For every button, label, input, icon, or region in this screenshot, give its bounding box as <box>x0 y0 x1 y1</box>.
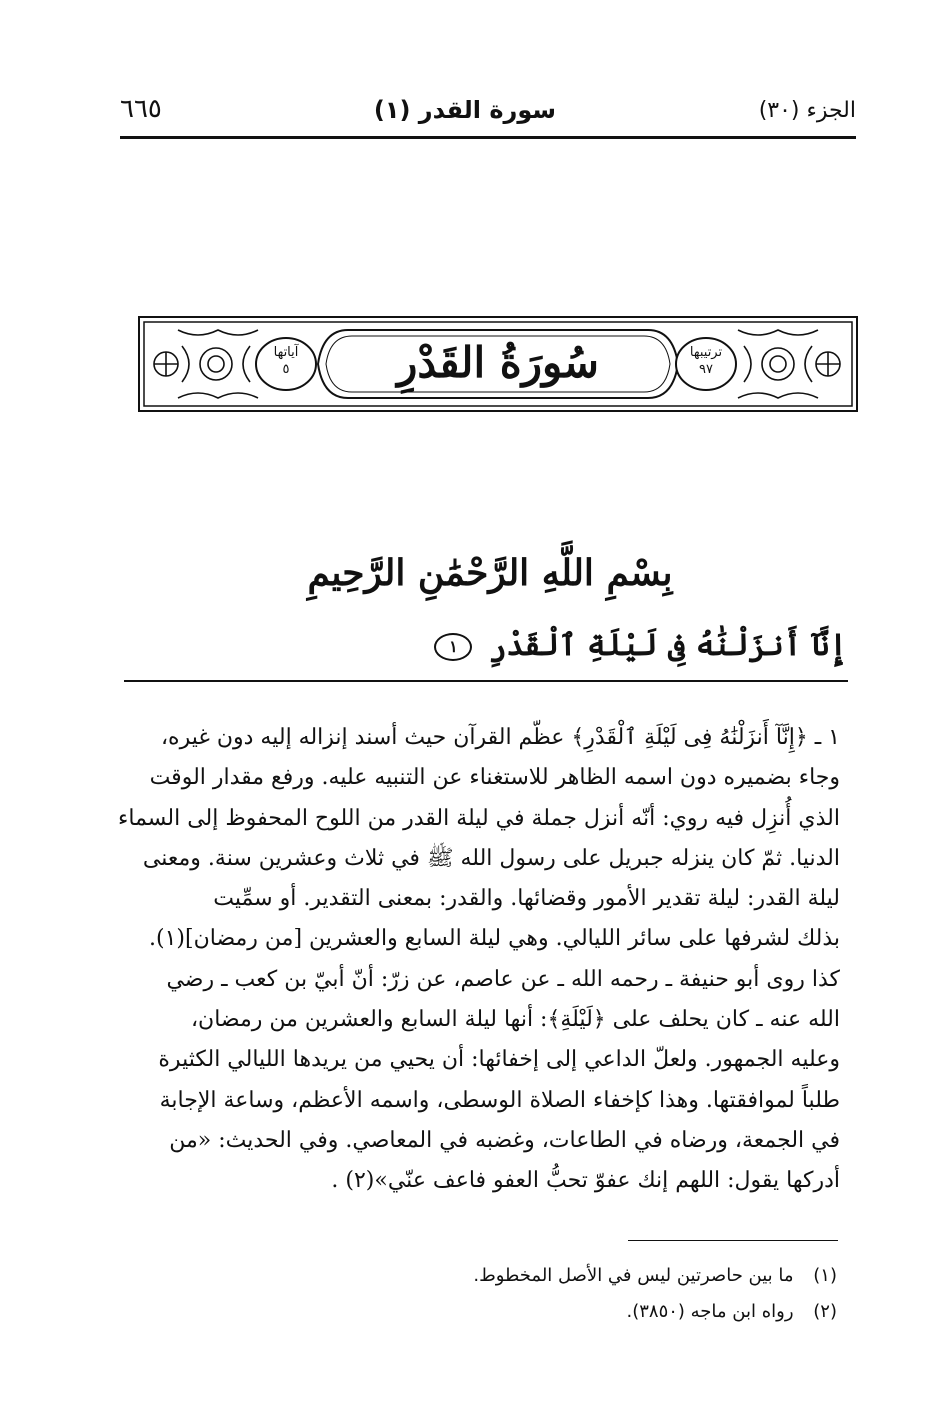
order-value: ٩٧ <box>699 362 713 377</box>
footnote-number: (٢) <box>813 1301 837 1322</box>
footnote-number: (١) <box>813 1265 837 1286</box>
text-line: ليلة القدر: ليلة تقدير الأمور وقضائها. والقدر: بمعنى التقدير. أو سمِّيت <box>213 886 840 912</box>
footnote-rule <box>628 1240 838 1241</box>
verses-value: ٥ <box>282 362 290 377</box>
verses-label: آياتها <box>273 345 299 360</box>
text-line: كذا روى أبو حنيفة ـ رحمه الله ـ عن عاصم، عن زرّ: أنّ أبيّ بن كعب ـ رضي <box>166 966 840 992</box>
surah-header-title: سورة القدر (١) <box>373 96 556 124</box>
text-line: الدنيا. ثمّ كان ينزله جبريل على رسول الله ﷺ في ثلاث وعشرين سنة. ومعنى <box>142 845 840 871</box>
surah-title: سُورَةُ القَدْرِ <box>397 338 599 387</box>
text-line: ١ ـ ﴿إِنَّآ أَنزَلْنَٰهُ فِى لَيْلَةِ ٱلْقَدْرِ﴾ عظّم القرآن حيث أسند إنزاله إليه دون غيره، <box>160 725 840 750</box>
text-line: الذي أُنزِل فيه روي: أنّه أنزل جملة في ليلة القدر من اللوح المحفوظ إلى السماء <box>118 805 840 831</box>
text-line: في الجمعة، ورضاه في الطاعات، وغضبه في المعاصي. وفي الحديث: «من <box>169 1127 840 1153</box>
verse-text: إِنَّآ أَنزَلْنَٰهُ فِى لَيْلَةِ ٱلْقَدْرِ <box>488 628 847 663</box>
footnote-item <box>137 1258 837 1294</box>
footnotes <box>137 1258 837 1330</box>
footnote-text: رواه ابن ماجه (٣٨٥٠). <box>626 1301 794 1322</box>
text-line: الله عنه ـ كان يحلف على ﴿لَيْلَةِ﴾: أنها ليلة السابع والعشرين من رمضان، <box>190 1007 840 1033</box>
page-number: ٦٦٥ <box>120 94 162 124</box>
verses-medallion <box>254 344 318 378</box>
text-line: أدركها يقول: اللهم إنك عفوّ تحبُّ العفو فاعف عنّي»(٢) . <box>331 1168 840 1194</box>
verse-number-marker: ١ <box>434 633 472 661</box>
text-line: طلباً لموافقتها. وهذا كإخفاء الصلاة الوسطى، واسمه الأعظم، وساعة الإجابة <box>159 1087 840 1113</box>
header-rule <box>120 136 856 139</box>
verse-rule <box>124 680 848 682</box>
text-line: وجاء بضميره دون اسمه الظاهر للاستغناء عن التنبيه عليه. ورفع مقدار الوقت <box>149 765 840 791</box>
order-label: ترتيبها <box>689 345 723 360</box>
order-medallion <box>674 344 738 378</box>
footnote-text: ما بين حاصرتين ليس في الأصل المخطوط. <box>473 1265 794 1286</box>
part-label: الجزء (٣٠) <box>758 98 856 123</box>
footnote-item <box>137 1294 837 1330</box>
basmala: بِسْمِ اللَّهِ الرَّحْمَٰنِ الرَّحِيمِ <box>307 552 673 594</box>
commentary-text <box>120 718 840 1202</box>
running-header <box>120 88 856 128</box>
text-line: وعليه الجمهور. ولعلّ الداعي إلى إخفائها: أن يحيي من يريدها الليالي الكثيرة <box>158 1047 840 1073</box>
text-line: بذلك لشرفها على سائر الليالي. وهي ليلة السابع والعشرين [من رمضان](١). <box>149 926 840 952</box>
quran-verse <box>327 628 847 663</box>
surah-title-frame <box>138 316 858 412</box>
